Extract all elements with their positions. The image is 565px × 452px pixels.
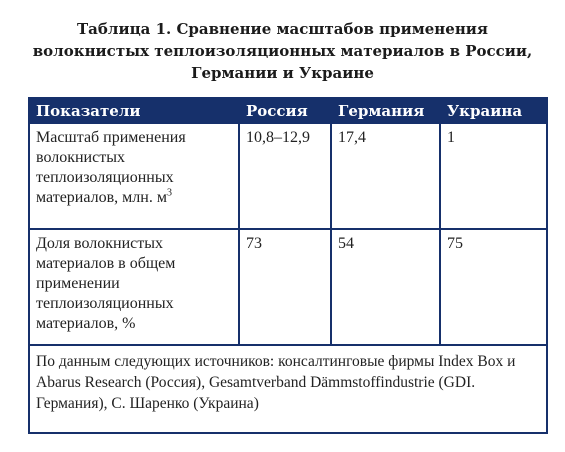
table-row bbox=[29, 123, 547, 229]
sources-note: По данным следующих источников: консалтинговые фирмы Index Box и Abarus Research (Россия), Gesamtverband Dämmstoffindustrie (GDI. Германия), С. Шаренко (Украина) bbox=[29, 345, 547, 433]
header-russia: Россия bbox=[239, 98, 331, 123]
cell-germany-share: 54 bbox=[331, 229, 440, 345]
table-header-row bbox=[29, 98, 547, 123]
row-label-share: Доля волокнистых материалов в общем применении теплоизоляционных материалов, % bbox=[29, 229, 239, 345]
unit-superscript: 3 bbox=[166, 187, 172, 199]
header-indicators: Показатели bbox=[29, 98, 239, 123]
table-note-row bbox=[29, 345, 547, 433]
caption-line-2: волокнистых теплоизоляционных материалов в России, bbox=[32, 42, 533, 60]
row-label-text: Масштаб применения волокнистых теплоизоляционных материалов, млн. м bbox=[36, 129, 186, 206]
row-label-usage-scale bbox=[29, 123, 239, 229]
cell-russia-share: 73 bbox=[239, 229, 331, 345]
caption-line-1: Таблица 1. Сравнение масштабов применения bbox=[77, 20, 488, 38]
header-ukraine: Украина bbox=[440, 98, 547, 123]
cell-russia-usage: 10,8–12,9 bbox=[239, 123, 331, 229]
cell-ukraine-usage: 1 bbox=[440, 123, 547, 229]
table-caption bbox=[0, 18, 565, 84]
table-row bbox=[29, 229, 547, 345]
caption-line-3: Германии и Украине bbox=[191, 64, 374, 82]
comparison-table bbox=[28, 97, 548, 434]
cell-germany-usage: 17,4 bbox=[331, 123, 440, 229]
cell-ukraine-share: 75 bbox=[440, 229, 547, 345]
header-germany: Германия bbox=[331, 98, 440, 123]
